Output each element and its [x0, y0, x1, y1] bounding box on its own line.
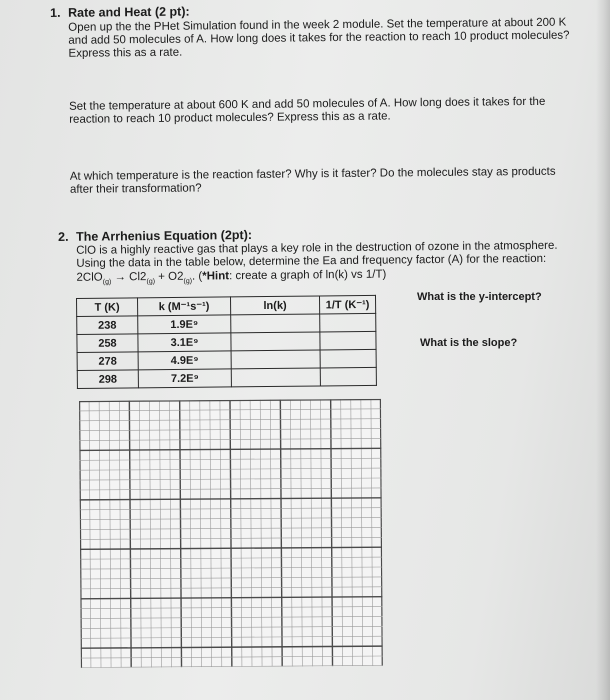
grid-minor-line: [149, 401, 151, 668]
page-edge-shadow: [596, 0, 610, 700]
hint-intro: . (: [191, 270, 203, 283]
question-1-part-b: Set the temperature at about 600 K and add 50 molecules of A. How long does it takes for the reaction to reach 10 product molecules? Express this as a rate.: [68, 95, 546, 126]
graph-paper[interactable]: [79, 399, 383, 668]
grid-minor-line: [341, 399, 343, 666]
grid-minor-line: [200, 400, 202, 667]
equation-plus: +: [154, 270, 169, 283]
grid-minor-line: [351, 399, 353, 666]
question-2: [58, 224, 589, 289]
grid-minor-line: [170, 400, 172, 667]
hint-label: *Hint: [202, 270, 230, 283]
arrhenius-data-table: [76, 295, 377, 389]
grid-minor-line: [220, 400, 222, 667]
table-cell: [231, 368, 320, 387]
question-1: [50, 1, 572, 197]
grid-major-line: [280, 400, 282, 667]
grid-minor-line: [99, 401, 101, 668]
table-cell: [231, 332, 320, 351]
table-cell: 7.2E⁹: [138, 369, 231, 388]
table-cell: 298: [77, 370, 138, 389]
graph-grid: [79, 399, 383, 668]
column-header: 1/T (K⁻¹): [319, 295, 375, 314]
grid-minor-line: [210, 400, 212, 667]
state-label: (g): [146, 278, 156, 286]
y-intercept-question: What is the y-intercept?: [417, 291, 542, 303]
column-header: T (K): [77, 298, 138, 317]
question-2-number: 2.: [58, 229, 69, 244]
grid-minor-line: [160, 400, 162, 667]
grid-minor-line: [371, 399, 373, 666]
grid-minor-line: [300, 399, 302, 666]
grid-minor-line: [109, 401, 111, 668]
grid-minor-line: [190, 400, 192, 667]
grid-major-line: [79, 401, 81, 668]
grid-minor-line: [290, 400, 292, 667]
equation-reactant: 2ClO: [76, 271, 103, 284]
table-cell: [320, 349, 376, 368]
hint-text: : create a graph of ln(k) vs 1/T): [229, 268, 387, 283]
grid-minor-line: [139, 401, 141, 668]
grid-minor-line: [240, 400, 242, 667]
column-header: k (M⁻¹s⁻¹): [138, 297, 231, 316]
slope-question: What is the slope?: [420, 337, 518, 349]
table-row: [77, 367, 376, 388]
grid-minor-line: [119, 401, 121, 668]
table-cell: [320, 313, 376, 332]
grid-major-line: [230, 400, 232, 667]
grid-minor-line: [361, 399, 363, 666]
grid-minor-line: [250, 400, 252, 667]
question-1-part-c: At which temperature is the reaction faster? Why is it faster? Do the molecules stay as products after their transformation?: [69, 165, 556, 196]
question-2-title: The Arrhenius Equation (2pt):: [75, 227, 253, 244]
question-2-intro: ClO is a highly reactive gas that plays a key role in the destruction of ozone in the atmosphere. Using the data in the table below, determine the Ea and frequency factor (A) for the reaction:: [76, 239, 558, 270]
arrow-icon: →: [111, 271, 130, 284]
grid-major-line: [180, 400, 182, 667]
table-cell: 258: [77, 334, 138, 353]
table-cell: [320, 331, 376, 350]
grid-major-line: [380, 399, 382, 666]
table-cell: [320, 367, 376, 386]
state-label: (g): [183, 277, 193, 285]
table-cell: 238: [77, 316, 138, 335]
grid-minor-line: [260, 400, 262, 667]
question-1-number: 1.: [50, 5, 61, 20]
column-header: ln(k): [230, 296, 319, 315]
grid-major-line: [129, 401, 131, 668]
equation-product-o2: O2: [168, 270, 184, 283]
equation-product-cl2: Cl2: [129, 271, 147, 284]
table-cell: [231, 350, 320, 369]
grid-minor-line: [89, 401, 91, 668]
grid-minor-line: [311, 399, 313, 666]
grid-major-line: [331, 399, 333, 666]
grid-minor-line: [270, 400, 272, 667]
table-cell: 278: [77, 352, 138, 371]
grid-minor-line: [321, 399, 323, 666]
question-1-part-a: Open up the the PHet Simulation found in the week 2 module. Set the temperature at about 200 K and add 50 molecules of A. How long does it takes for the reaction to reach 10 product molecules? Express this as a rate.: [68, 16, 570, 60]
table-cell: [231, 314, 320, 333]
table-cell: 4.9E⁹: [138, 351, 231, 370]
question-1-title: Rate and Heat (2 pt):: [67, 4, 190, 20]
state-label: (g): [102, 278, 112, 286]
table-cell: 3.1E⁹: [138, 333, 231, 352]
table-cell: 1.9E⁹: [138, 315, 231, 334]
